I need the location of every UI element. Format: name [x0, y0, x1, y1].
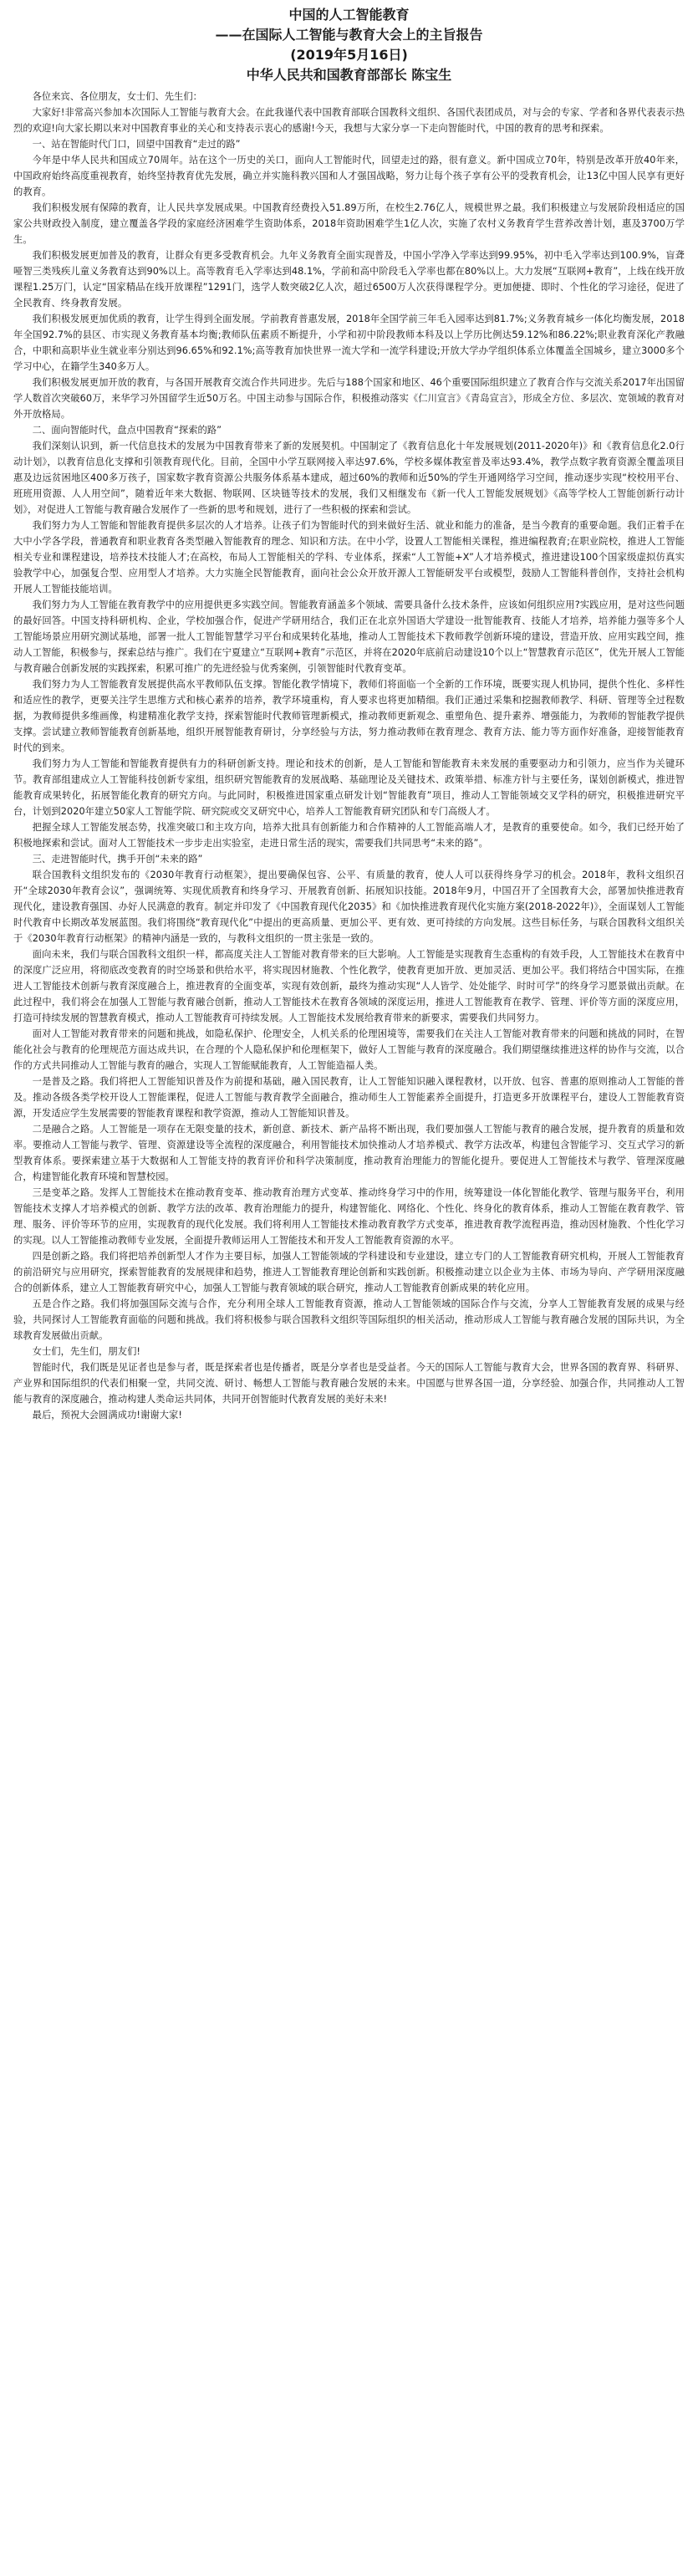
paragraph: 今年是中华人民共和国成立70周年。站在这个一历史的关口，面向人工智能时代，回望走过的路，很有意义。新中国成立70年，特别是改革开放40年来，中国政府始终高度重视教育，始终坚持教育优先发展，确立并实施科教兴国和人才强国战略，努力让每个孩子享有公平的受教育机会，让13亿中国人民享有更好的教育。: [13, 155, 685, 197]
paragraph: 我们努力为人工智能教育发展提供高水平教师队伍支撑。智能化教学情境下，教师们将面临一个全新的工作环境，既要实现人机协同，提供个性化、多样性和适应性的教学，更要关注学生思维方式和核心素养的培养，教学环境重构，育人要求也将更加精细。我们正通过采集和挖掘教师教学、科研、管理等全过程数据，为教师提供多维画像，构建精准化教学支持，探索智能时代教师管理新模式，推动教师更新观念、重塑角色、提升素养、增强能力，为教师的智能教学提供支撑。尝试建立教师智能教育创新基地，组织开展智能教育研讨，分享经验与方法，努力推动教师在教育理念、教育方法、能力等方面作好准备，迎接智能教育时代的到来。: [13, 679, 685, 753]
paragraph: 大家好!非常高兴参加本次国际人工智能与教育大会。在此我谨代表中国教育部联合国教科文组织、各国代表团成员，对与会的专家、学者和各界代表表示热烈的欢迎!向大家长期以来对中国教育事业的关心和支持表示衷心的感谢!今天，我想与大家分享一下走向智能时代，中国的教育的思考和探索。: [13, 107, 685, 134]
paragraph: 我们深刻认识到，新一代信息技术的发展为中国教育带来了新的发展契机。中国制定了《教育信息化十年发展规划(2011-2020年)》和《教育信息化2.0行动计划》，以教育信息化支撑和引领教育现代化。目前，全国中小学互联网接入率达97.6%，学校多媒体教室普及率达93.4%，教学点数字教育资源全覆盖项目惠及边远贫困地区400多万孩子，国家数字教育资源公共服务体系基本建成，超过60%的教师和近50%的学生开通网络学习空间，推动逐步实现“校校用平台、班班用资源、人人用空间”，随着近年来大数据、物联网、区块链等技术的发展，我们又相继发布《新一代人工智能发展规划》《高等学校人工智能创新行动计划》，对促进人工智能与教育融合发展作了一些新的思考和规划，进行了一些积极的探索和尝试。: [13, 441, 685, 515]
paragraph: 五是合作之路。我们将加强国际交流与合作，充分利用全球人工智能教育资源，推动人工智能领域的国际合作与交流，分享人工智能教育发展的成果与经验，共同探讨人工智能教育面临的问题和挑战。我们将积极参与联合国教科文组织等国际组织的相关活动，推动形成人工智能与教育融合发展的国际共识，为全球教育发展做出贡献。: [13, 1298, 685, 1341]
report-title: 中国的人工智能教育: [288, 7, 410, 23]
report-date: (2019年5月16日): [290, 47, 408, 63]
paragraph: 我们积极发展更加普及的教育，让群众有更多受教育机会。九年义务教育全面实现普及，中国小学净入学率达到99.95%，初中毛入学率达到100.9%，盲聋哑智三类残疾儿童义务教育达到90%以上。高等教育毛入学率达到48.1%，学前和高中阶段毛入学率也都在80%以上。大力发展“互联网+教育”，上线在线开放课程1.25万门，认定“国家精品在线开放课程”1291门，选学人数突破2亿人次，超过6500万人次获得课程学分。更加便捷、即时、个性化的学习途径，促进了全民教育、终身教育发展。: [13, 250, 685, 309]
paragraph: 一是普及之路。我们将把人工智能知识普及作为前提和基础，融入国民教育，让人工智能知识融入课程教材，以开放、包容、普惠的原则推动人工智能的普及。推动各级各类学校开设人工智能课程，促进人工智能与教育教学全面融合，推动师生人工智能素养全面提升，打造更多开放课程平台，建设人工智能教育资源，开发适应学生发展需要的智能教育课程和教学资源，推动人工智能知识普及。: [13, 1076, 685, 1119]
section-heading-2: 二、面向智能时代，盘点中国教育“探索的路”: [32, 425, 222, 436]
paragraph: 我们努力为人工智能和智能教育提供多层次的人才培养。让孩子们为智能时代的到来做好生活、就业和能力的准备，是当今教育的重要命题。我们正着手在大中小学各学段，普通教育和职业教育各类型融入智能教育的理念、知识和方法。在中小学，设置人工智能相关课程，推进编程教育;在职业院校，推进人工智能相关专业和课程建设，培养技术技能人才;在高校，布局人工智能相关的学科、专业体系，探索“人工智能+X”人才培养模式，推进建设100个国家级虚拟仿真实验教学中心，加强复合型、应用型人才培养。大力实施全民智能教育，面向社会公众开放开源人工智能研发平台或模型，鼓励人工智能科普创作，支持社会机构开展人工智能技能培训。: [13, 520, 685, 594]
paragraph: 我们积极发展更加优质的教育，让学生得到全面发展。学前教育普惠发展，2018年全国学前三年毛入园率达到81.7%;义务教育城乡一体化均衡发展，2018年全国92.7%的县区、市实现义务教育基本均衡;教师队伍素质不断提升，小学和初中阶段教师本科及以上学历比例达59.12%和86.22%;职业教育深化产教融合，中职和高职毕业生就业率分别达到96.65%和92.1%;高等教育加快世界一流大学和一流学科建设;开放大学办学组织体系立体覆盖全国城乡，建立3000多个学习中心，在籍学生340多万人。: [13, 314, 685, 372]
closing-paragraph: 智能时代，我们既是见证者也是参与者，既是探索者也是传播者，既是分享者也是受益者。今天的国际人工智能与教育大会，世界各国的教育界、科研界、产业界和国际组织的代表们相聚一堂，共同交流、研讨、畅想人工智能与教育融合发展的未来。中国愿与世界各国一道，分享经验、加强合作，共同推动人工智能与教育的深度融合，推动构建人类命运共同体，共同开创智能时代教育发展的美好未来!: [13, 1362, 685, 1405]
paragraph: 联合国教科文组织发布的《2030年教育行动框架》，提出要确保包容、公平、有质量的教育，使人人可以获得终身学习的机会。2018年，教科文组织召开“全球2030年教育会议”，强调统筹、实现优质教育和终身学习、开展教育创新、拓展知识技能。2018年9月，中国召开了全国教育大会，部署加快推进教育现代化，建设教育强国、办好人民满意的教育。制定并印发了《中国教育现代化2035》和《加快推进教育现代化实施方案(2018-2022年)》，全面谋划人工智能时代教育中长期改革发展蓝图。我们将围绕“教育现代化”中提出的更高质量、更加公平、更有效、更可持续的方向发展。这些目标任务，与联合国教科文组织关于《2030年教育行动框架》的精神内涵是一致的，与教科文组织的一贯主张是一致的。: [13, 870, 685, 944]
section-heading-1: 一、站在智能时代门口，回望中国教育“走过的路”: [32, 139, 241, 150]
paragraph: 面对人工智能对教育带来的问题和挑战，如隐私保护、伦理安全，人机关系的伦理困境等，需要我们在关注人工智能对教育带来的问题和挑战的同时，在智能化社会与教育的伦理规范方面达成共识，在合理的个人隐私保护和伦理框架下，做好人工智能与教育的深度融合。我们期望继续推进这样的协作与交流，以合作的方式共同推动人工智能与教育的融合，实现人工智能赋能教育，人工智能造福人类。: [13, 1028, 685, 1071]
paragraph: 我们努力为人工智能在教育教学中的应用提供更多实践空间。智能教育涵盖多个领域、需要具备什么技术条件，应该如何组织应用?实践应用，是对这些问题的最好回答。中国支持科研机构、企业，学校加强合作，促进产学研用结合，我们正在北京外国语大学建设一批智能教育、技能人才培养，培养能力强等多个人工智能场景应用研究测试基地，部署一批人工智能智慧学习平台和成果转化基地，推动人工智能技术下教师教学创新环境的建设，营造开放、应用实践空间，推动人工智能，积极参与，探索总结与推广。我们在宁夏建立“互联网+教育”示范区，并将在2020年底前启动建设10个以上“智慧教育示范区”，优先开展人工智能与教育融合创新发展的实践探索，积累可推广的先进经验与优秀案例，引领智能时代教育变革。: [13, 599, 685, 674]
report-author: 中华人民共和国教育部部长 陈宝生: [246, 67, 452, 83]
paragraph: 三是变革之路。发挥人工智能技术在推动教育变革、推动教育治理方式变革、推动终身学习中的作用，统筹建设一体化智能化教学、管理与服务平台，利用智能技术支撑人才培养模式的创新、教学方法的改革、教育治理能力的提升，构建智能化、网络化、个性化、终身化的教育体系，推动人工智能在教育教学、管理、服务、评价等环节的应用，实现教育的现代化发展。我们将利用人工智能技术推动教育教学方式变革，推进教育教学流程再造，推动因材施教、个性化学习的实现。以人工智能推动教师专业发展，全面提升教师运用人工智能技术和开发人工智能教育资源的水平。: [13, 1187, 685, 1246]
closing-thanks: 最后，预祝大会圆满成功!谢谢大家!: [32, 1410, 182, 1421]
closing-greeting: 女士们，先生们，朋友们!: [32, 1346, 140, 1357]
paragraph: 我们努力为人工智能和智能教育提供有力的科研创新支持。理论和技术的创新，是人工智能和智能教育未来发展的重要驱动力和引领力，应当作为关键环节。教育部组建成立人工智能科技创新专家组，组织研究智能教育的发展战略、基础理论及关键技术、政策举措、标准方针与主要任务，谋划创新模式，推进智能教育成果转化，拓展智能化教育的研究方向。与此同时，积极推进国家重点研发计划“智能教育”项目，推动人工智能领域交叉学科的研究，积极推进研究平台，计划到2020年建立50家人工智能学院、研究院或交叉研究中心，培养人工智能教育研究团队和专门高级人才。: [13, 758, 685, 817]
paragraph: 二是融合之路。人工智能是一项存在无限变量的技术，新创意、新技术、新产品将不断出现，我们要加强人工智能与教育的融合发展，提升教育的质量和效率。要推动人工智能与教学、管理、资源建设等全流程的深度融合，利用智能技术加快推动人才培养模式、教学方法改革，构建包含智能学习、交互式学习的新型教育体系。要探索建立基于大数据和人工智能支持的教育评价和科学决策制度，推动教育治理能力的智能化提升。要促进人工智能技术与教学、管理深度融合，构建智能化教育环境和智慧校园。: [13, 1124, 685, 1182]
paragraph: 面向未来，我们与联合国教科文组织一样，都高度关注人工智能对教育带来的巨大影响。人工智能是实现教育生态重构的有效手段，人工智能技术在教育中的深度广泛应用，将彻底改变教育的时空场景和供给水平，将实现因材施教、个性化教学，使教育更加开放、更加灵活、更加公平。我们将结合中国实际，在推进人工智能技术创新与教育深度融合上，推进教育的全面变革，实现有效创新，最终为推动实现“人人皆学、处处能学、时时可学”的终身学习愿景做出贡献。在此过程中，我们将会在加强人工智能与教育融合创新，推动人工智能技术在教育各领域的深度运用，推进人工智能教育在教学、管理、评价等方面的深度应用，打造可持续发展的智慧教育模式，推动人工智能教育可持续发展。人工智能技术发展给教育带来的新要求，需要我们共同努力。: [13, 949, 685, 1023]
paragraph: 四是创新之路。我们将把培养创新型人才作为主要目标，加强人工智能领域的学科建设和专业建设，建立专门的人工智能教育研究机构，开展人工智能教育的前沿研究与应用研究，探索智能教育的发展规律和趋势，推进人工智能教育理论创新和实践创新。积极推动建立以企业为主体、市场为导向、产学研用深度融合的创新体系，建立人工智能教育研究中心，加强人工智能与教育领域的联合研究，推动人工智能教育创新成果的转化应用。: [13, 1251, 685, 1293]
paragraph: 我们积极发展有保障的教育，让人民共享发展成果。中国教育经费投入51.89万所，在校生2.76亿人，规模世界之最。我们积极建立与发展阶段相适应的国家公共财政投入制度，建立覆盖各学段的家庭经济困难学生资助体系，2018年资助困难学生1亿人次，实施了农村义务教育学生营养改善计划，惠及3700万学生。: [13, 202, 685, 245]
paragraph: 我们积极发展更加开放的教育，与各国开展教育交流合作共同进步。先后与188个国家和地区、46个重要国际组织建立了教育合作与交流关系2017年出国留学人数首次突破60万，来华学习外国留学生近50万名。中国主动参与国际合作，积极推动落实《仁川宣言》《青岛宣言》，形成全方位、多层次、宽领域的教育对外开放格局。: [13, 377, 685, 420]
section-heading-3: 三、走进智能时代，携手开创“未来的路”: [32, 854, 203, 865]
paragraph: 把握全球人工智能发展态势，找准突破口和主攻方向，培养大批具有创新能力和合作精神的人工智能高端人才，是教育的重要使命。如今，我们已经开始了积极地探索和尝试。面对人工智能技术一步步走出实验室，走进日常生活的现实，需要我们共同思考“未来的路”。: [13, 822, 685, 849]
report-subtitle: ——在国际人工智能与教育大会上的主旨报告: [215, 27, 483, 43]
salutation: 各位来宾、各位朋友，女士们、先生们：: [32, 91, 202, 102]
